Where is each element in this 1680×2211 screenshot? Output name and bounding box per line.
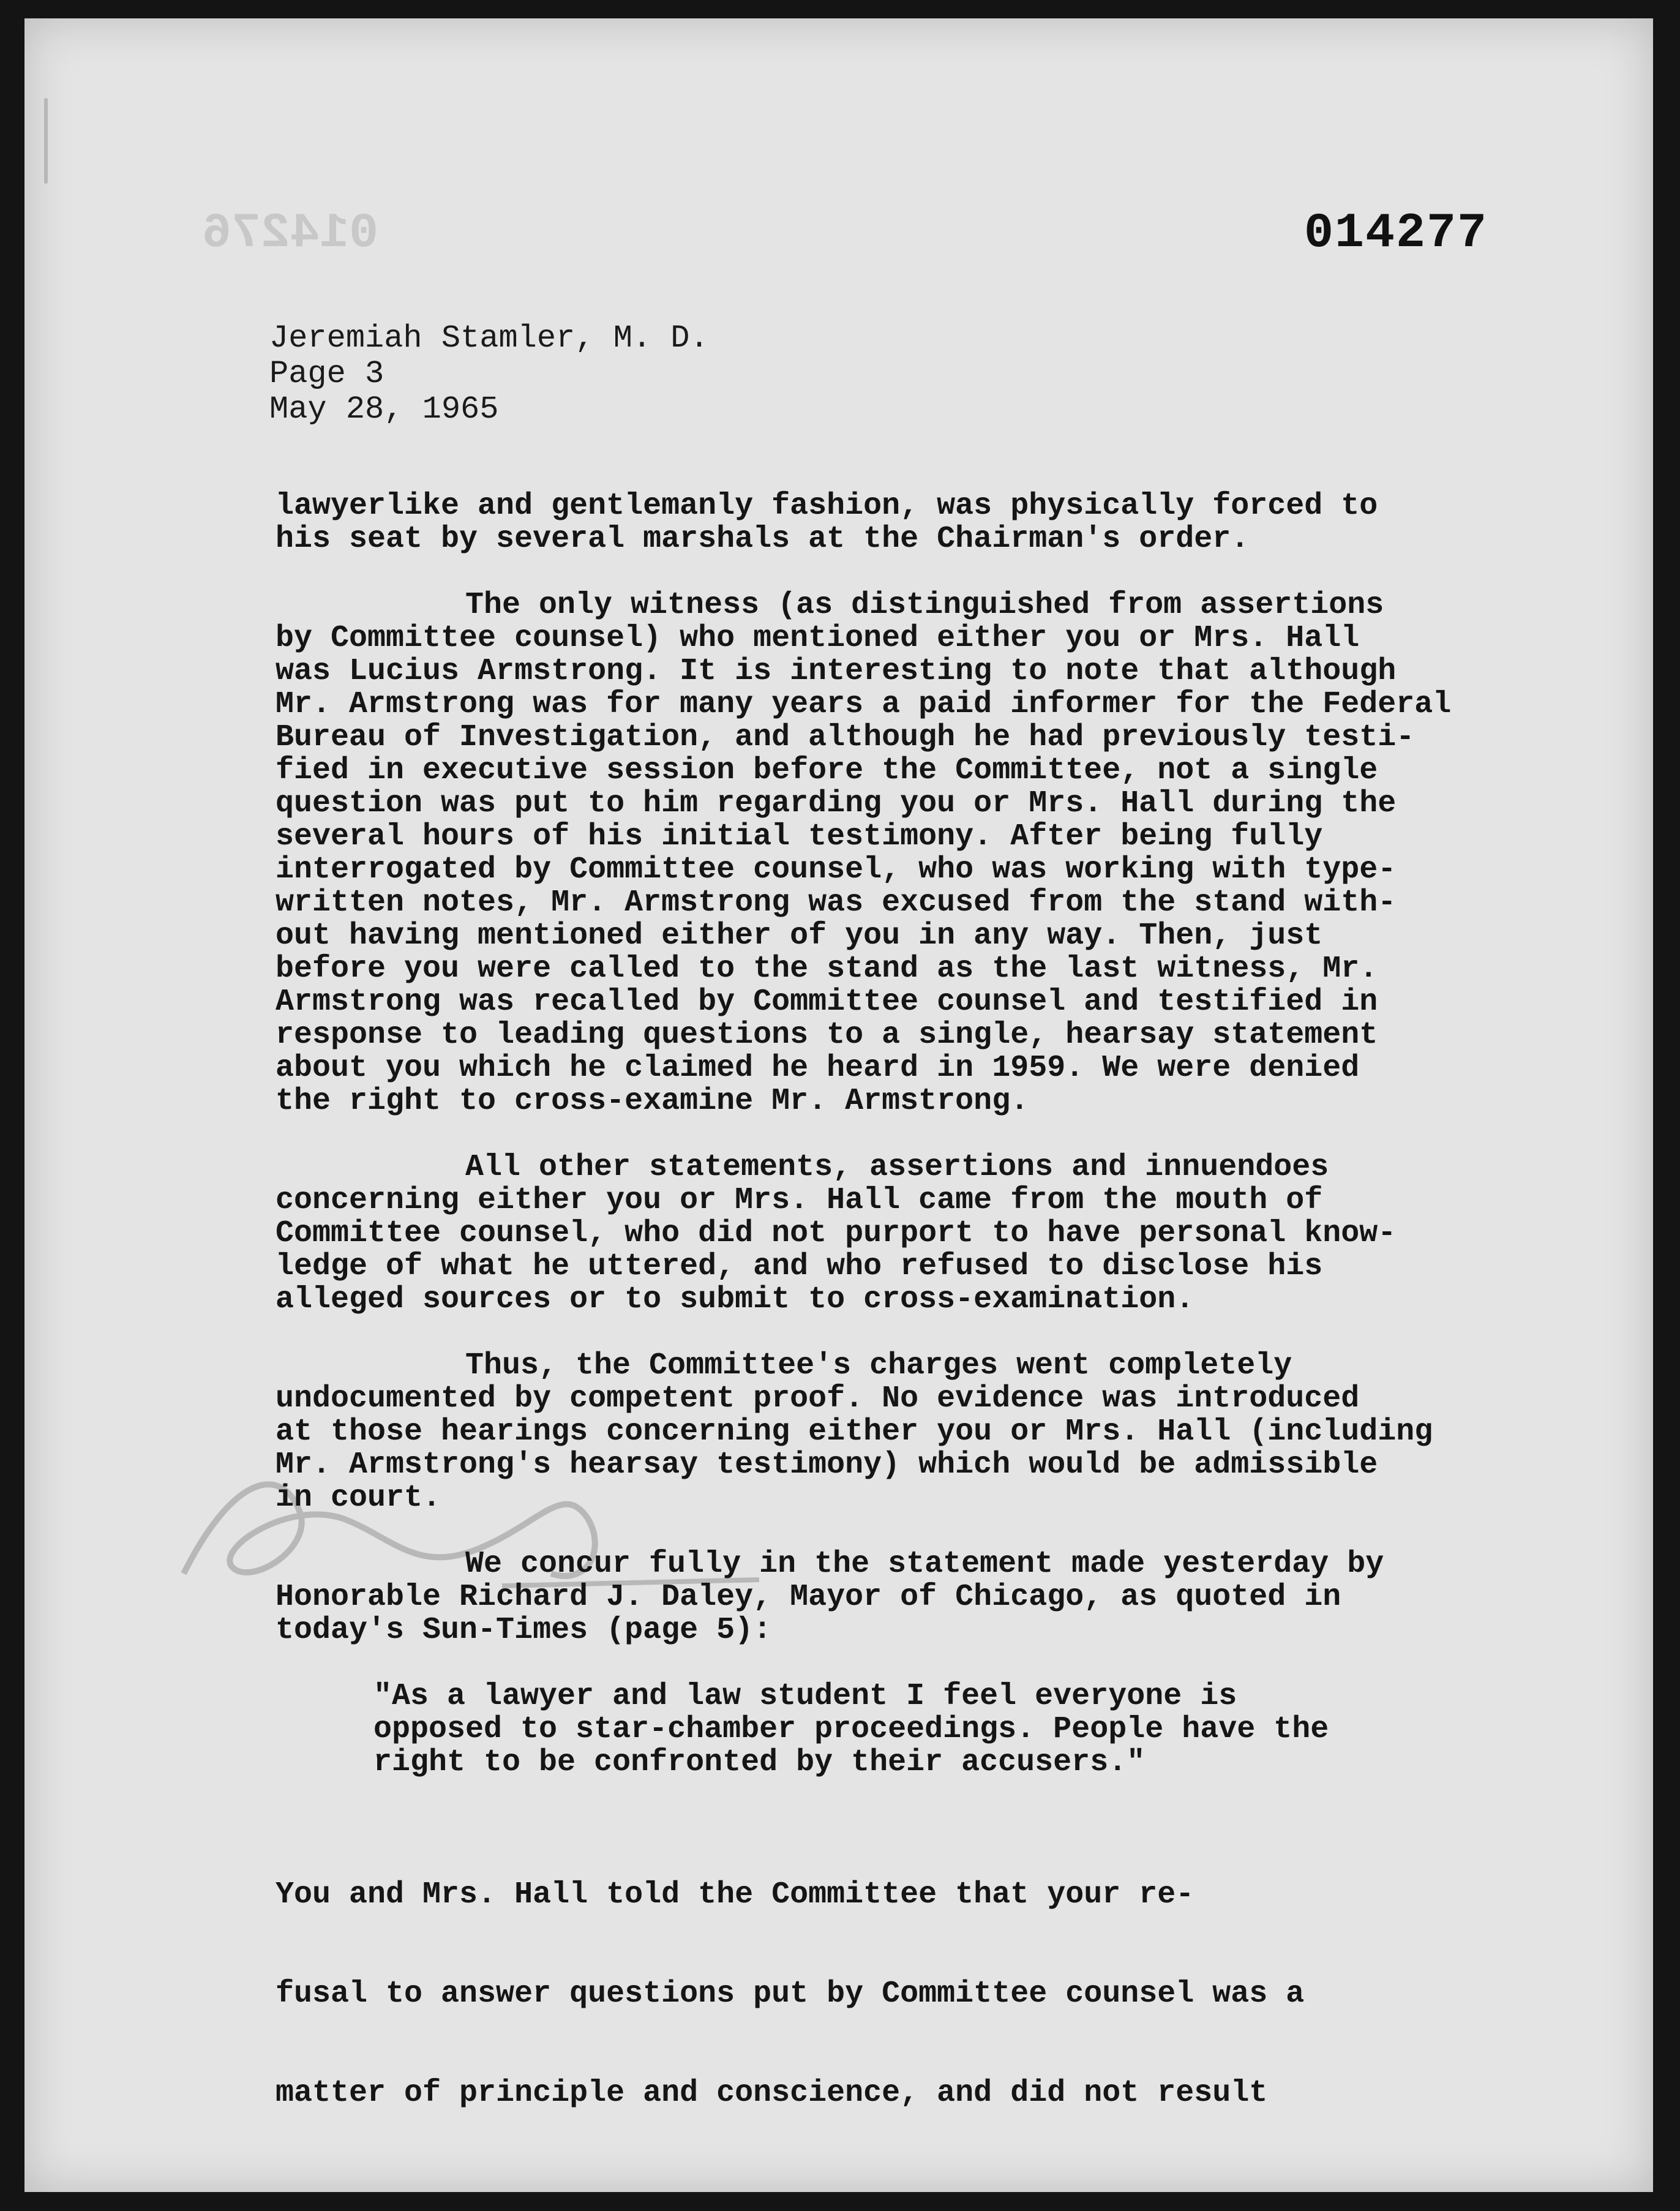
text-line: question was put to him regarding you or Mrs. Hall during the — [276, 786, 1397, 821]
text-line: fusal to answer questions put by Committee counsel was a — [276, 1976, 1305, 2011]
text-line: The only witness (as distinguished from assertions — [465, 588, 1384, 623]
paragraph-1 — [276, 490, 1586, 556]
letter-body — [276, 490, 1586, 2192]
text-line: concerning either you or Mrs. Hall came from the mouth of — [276, 1183, 1323, 1218]
text-line: Bureau of Investigation, and although he had previously testi- — [276, 720, 1415, 755]
text-line: ledge of what he uttered, and who refused to disclose his — [276, 1249, 1323, 1284]
quote-line: opposed to star-chamber proceedings. People have the — [373, 1712, 1329, 1747]
text-line: Mr. Armstrong's hearsay testimony) which would be admissible — [276, 1447, 1378, 1482]
text-line: Mr. Armstrong was for many years a paid informer for the Federal — [276, 687, 1452, 722]
text-line: several hours of his initial testimony. After being fully — [276, 819, 1323, 854]
document-page — [24, 18, 1653, 2192]
text-line: undocumented by competent proof. No evidence was introduced — [276, 1381, 1360, 1416]
text-line: Thus, the Committee's charges went completely — [465, 1348, 1292, 1383]
letter-date: May 28, 1965 — [269, 391, 499, 427]
text-line: was Lucius Armstrong. It is interesting to note that although — [276, 654, 1397, 689]
paragraph-4 — [276, 1349, 1586, 1515]
paragraph-2 — [276, 589, 1586, 1118]
text-line: today's Sun-Times (page 5): — [276, 1613, 772, 1648]
quote-line: "As a lawyer and law student I feel everyone is — [373, 1679, 1237, 1714]
text-line: matter of principle and conscience, and did not result — [276, 2076, 1268, 2111]
text-line: Armstrong was recalled by Committee counsel and testified in — [276, 985, 1378, 1019]
text-line: fied in executive session before the Committee, not a single — [276, 753, 1378, 788]
text-line: about you which he claimed he heard in 1959. We were denied — [276, 1051, 1360, 1086]
text-line: All other statements, assertions and innuendoes — [465, 1150, 1329, 1185]
recipient-name: Jeremiah Stamler, M. D. — [269, 320, 709, 356]
text-line: Committee counsel, who did not purport to have personal know- — [276, 1216, 1397, 1251]
letter-header — [269, 321, 709, 427]
edge-mark — [44, 98, 48, 184]
text-line: lawyerlike and gentlemanly fashion, was physically forced to — [276, 489, 1378, 524]
text-line: the right to cross-examine Mr. Armstrong. — [276, 1084, 1029, 1119]
page-number: Page 3 — [269, 356, 384, 392]
text-line: before you were called to the stand as the last witness, Mr. — [276, 952, 1378, 986]
text-line: Honorable Richard J. Daley, Mayor of Chicago, as quoted in — [276, 1580, 1341, 1615]
text-line: We concur fully in the statement made yesterday by — [465, 1547, 1384, 1582]
text-line: out having mentioned either of you in any way. Then, just — [276, 918, 1323, 953]
text-line: alleged sources or to submit to cross-examination. — [276, 1282, 1194, 1317]
quote-line: right to be confronted by their accusers." — [373, 1745, 1146, 1780]
text-line: response to leading questions to a single, hearsay statement — [276, 1018, 1378, 1053]
paragraph-5 — [276, 1548, 1586, 1647]
paragraph-3 — [276, 1151, 1586, 1316]
text-line: by Committee counsel) who mentioned either you or Mrs. Hall — [276, 621, 1360, 656]
closing-paragraph — [276, 1812, 1586, 2176]
block-quote — [276, 1680, 1586, 1779]
text-line: You and Mrs. Hall told the Committee that your re- — [276, 1877, 1194, 1912]
document-number: 014277 — [1304, 206, 1488, 261]
text-line: his seat by several marshals at the Chairman's order. — [276, 522, 1250, 557]
ghost-document-number: 014276 — [202, 206, 379, 261]
text-line: in court. — [276, 1481, 441, 1515]
text-line: interrogated by Committee counsel, who was working with type- — [276, 852, 1397, 887]
text-line: at those hearings concerning either you or Mrs. Hall (including — [276, 1414, 1433, 1449]
text-line: written notes, Mr. Armstrong was excused from the stand with- — [276, 885, 1397, 920]
